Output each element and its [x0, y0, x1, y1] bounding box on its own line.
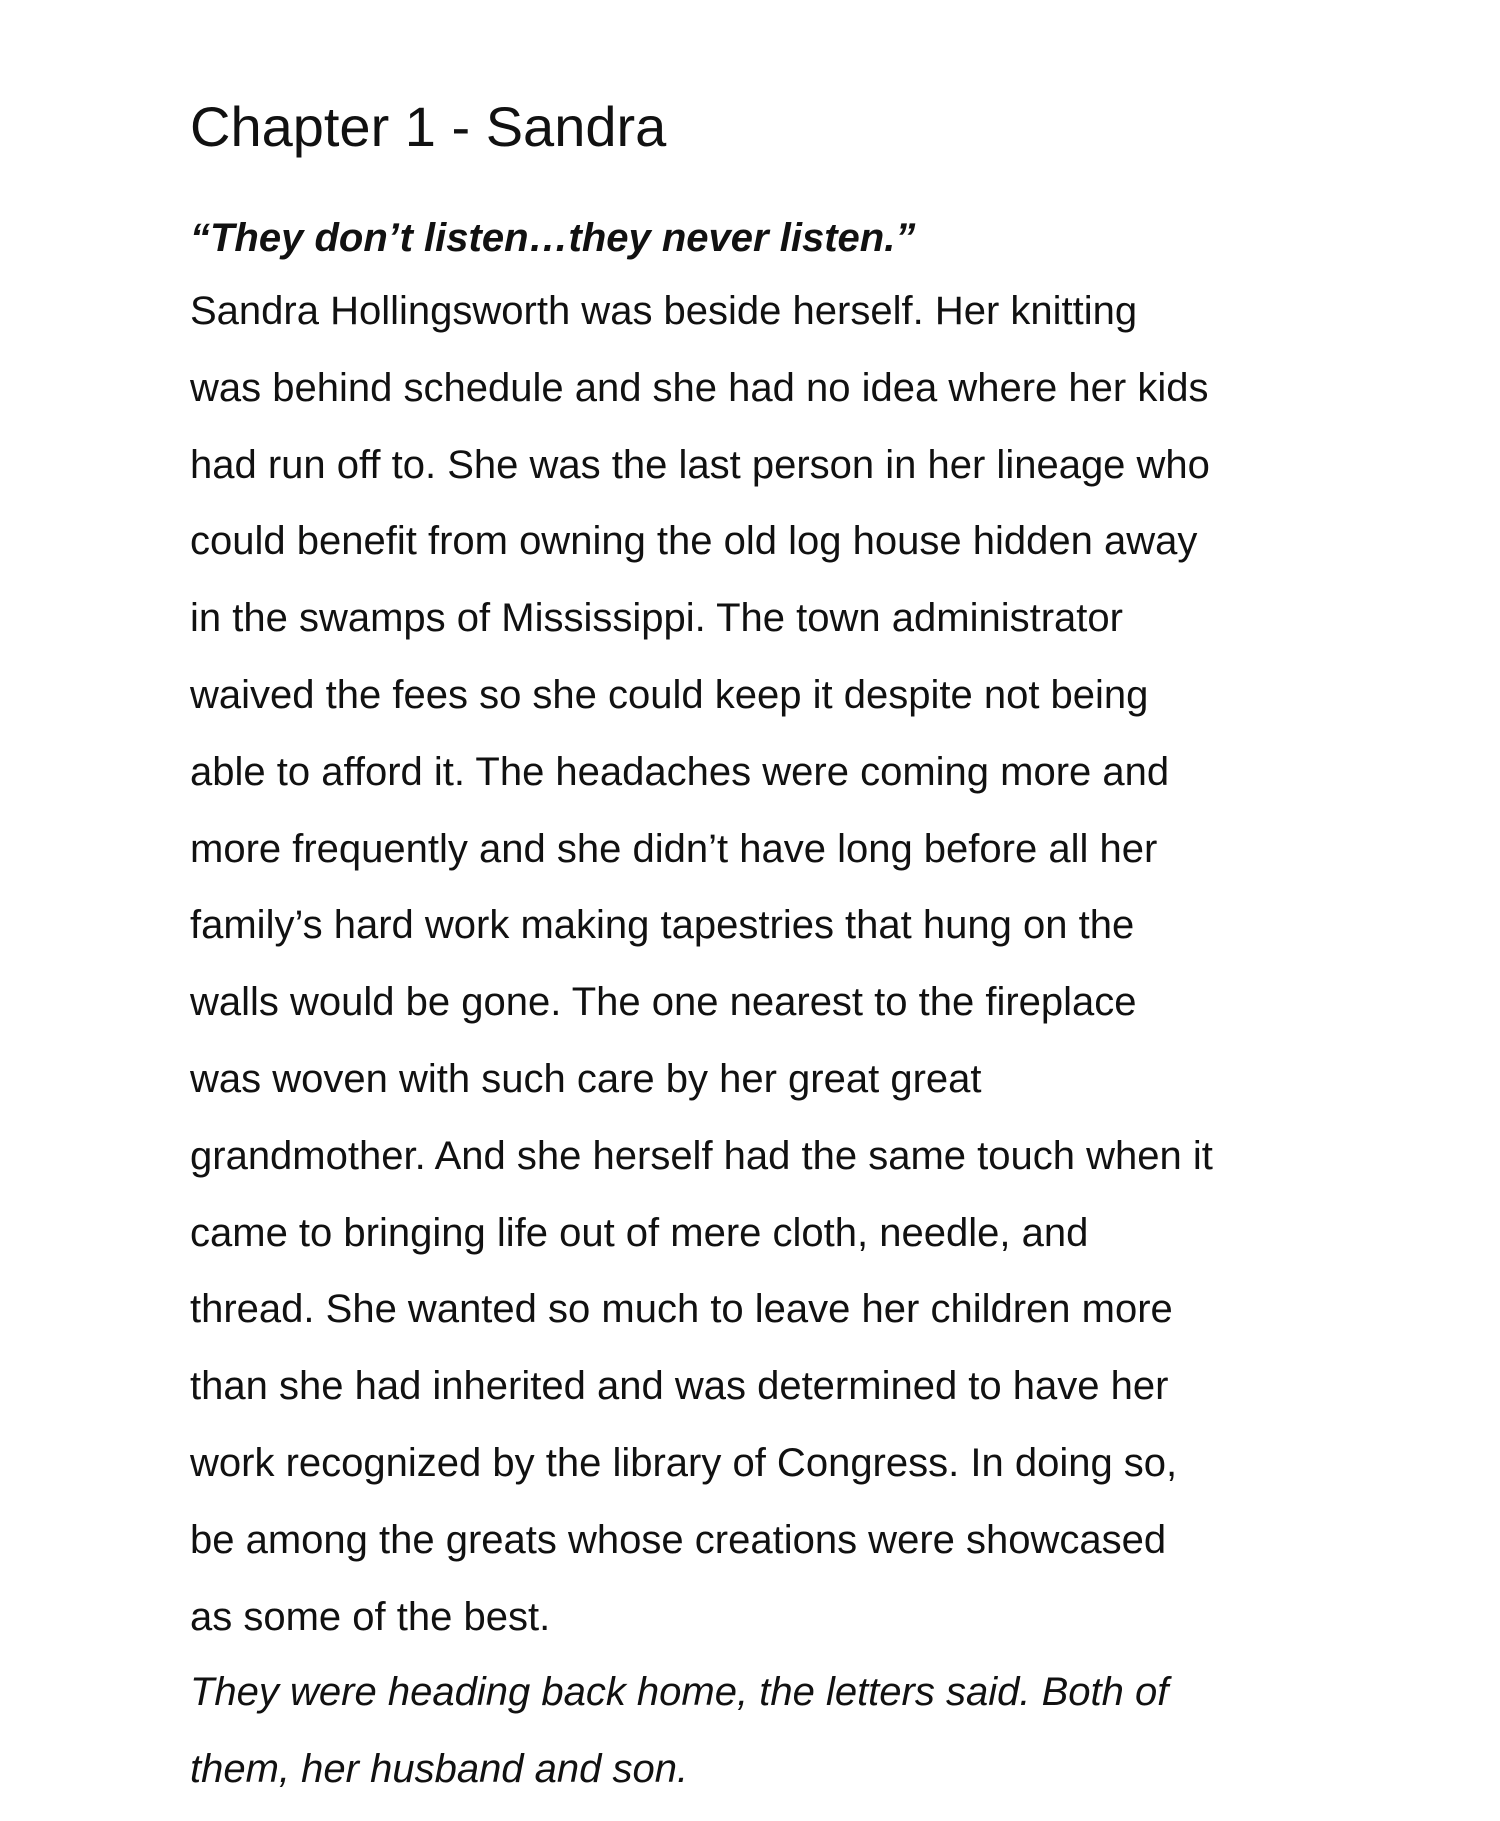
text-line: as some of the best. — [190, 1594, 551, 1639]
text-line: waived the fees so she could keep it despite not being — [190, 672, 1149, 717]
text-line: was behind schedule and she had no idea where her kids — [190, 365, 1209, 410]
text-line: came to bringing life out of mere cloth, needle, and — [190, 1210, 1089, 1255]
text-line: than she had inherited and was determined to have her — [190, 1364, 1169, 1409]
text-line: thread. She wanted so much to leave her children more — [190, 1287, 1173, 1332]
text-line: able to afford it. The headaches were coming more and — [190, 749, 1170, 794]
text-line: in the swamps of Mississippi. The town administrator — [190, 596, 1123, 641]
text-line: more frequently and she didn’t have long before all her — [190, 826, 1158, 871]
closing-italic-paragraph — [190, 1667, 1168, 1821]
text-line: walls would be gone. The one nearest to the fireplace — [190, 980, 1137, 1025]
italic-text-line: They were heading back home, the letters said. Both of — [190, 1670, 1169, 1714]
text-line: Sandra Hollingsworth was beside herself. Her knitting — [190, 289, 1138, 333]
text-line: be among the greats whose creations were showcased — [190, 1517, 1167, 1562]
body-paragraph — [190, 286, 1213, 1668]
text-line: had run off to. She was the last person in her lineage who — [190, 442, 1210, 487]
chapter-title: Chapter 1 - Sandra — [190, 95, 667, 158]
text-line: work recognized by the library of Congress. In doing so, — [190, 1440, 1178, 1485]
italic-text-line: them, her husband and son. — [190, 1746, 689, 1791]
text-line: grandmother. And she herself had the same touch when it — [190, 1133, 1213, 1178]
opening-quote: “They don’t listen…they never listen.” — [190, 216, 916, 260]
text-line: was woven with such care by her great great — [190, 1056, 982, 1101]
text-line: family’s hard work making tapestries that hung on the — [190, 903, 1135, 948]
text-line: could benefit from owning the old log house hidden away — [190, 519, 1198, 564]
